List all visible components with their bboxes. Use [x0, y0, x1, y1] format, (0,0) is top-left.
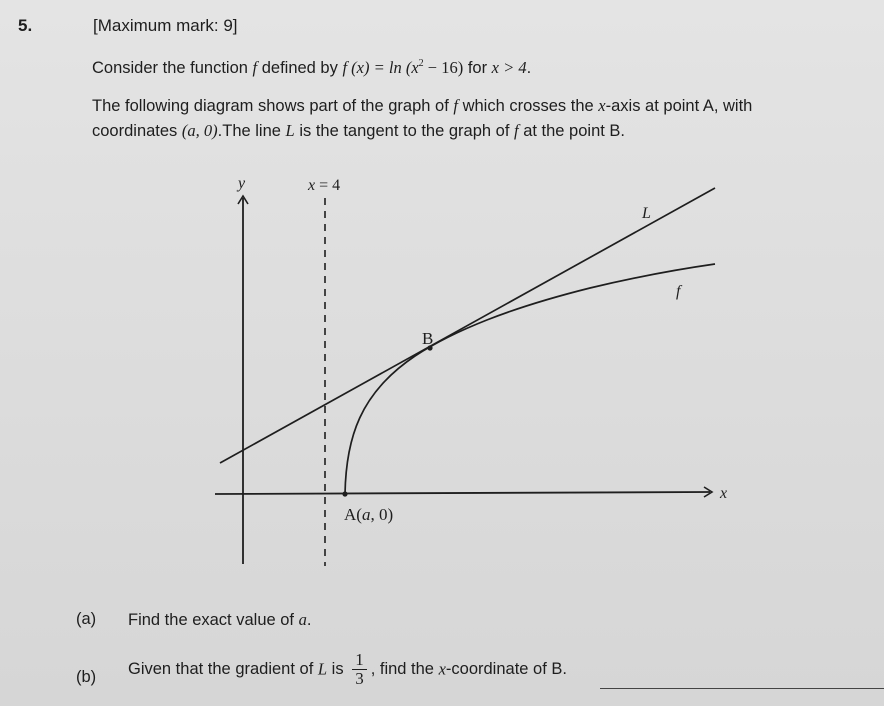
- intro-text: .The line: [217, 122, 281, 140]
- intro-text: for: [467, 59, 488, 77]
- intro-text: defined by: [261, 59, 338, 77]
- intro-line-2: [92, 96, 752, 116]
- intro-text: -axis at point A, with: [605, 97, 753, 115]
- part-b-text: Given that the gradient of L is $\frac{1}{3}$ , find the x-coordinate of B.: [128, 650, 567, 688]
- function-curve-label: f: [676, 283, 681, 300]
- intro-text: coordinates: [92, 122, 178, 140]
- gradient-fraction: $\frac{1}{3}$: [352, 651, 367, 688]
- domain-condition: x > 4: [491, 58, 527, 77]
- function-curve: [345, 264, 715, 494]
- intro-text: Consider the function: [92, 59, 248, 77]
- function-name: f: [252, 58, 258, 77]
- tangent-line-label: L: [642, 205, 651, 222]
- x-axis: [215, 492, 710, 494]
- part-a-text: Find the exact value of a.: [128, 610, 312, 629]
- point-a: [342, 491, 347, 496]
- bottom-rule: [600, 688, 884, 689]
- function-definition: f $(x) = \ln (x^2 - 16)$: [342, 58, 464, 77]
- part-b-label: (b): [76, 668, 97, 686]
- x-axis-label: x: [720, 485, 728, 502]
- question-number: 5.: [18, 16, 33, 35]
- asymptote-label: x = 4: [308, 177, 341, 194]
- intro-text: which crosses the: [462, 97, 594, 115]
- intro-text: The following diagram shows part of the graph of: [92, 97, 449, 115]
- intro-text: at the point B.: [523, 122, 626, 140]
- graph-diagram: [210, 168, 730, 568]
- x-variable: x: [598, 96, 606, 115]
- y-axis-label: y: [238, 175, 246, 192]
- part-a-label: (a): [76, 610, 97, 628]
- intro-text: is the tangent to the graph of: [299, 122, 510, 140]
- intro-line-3: [92, 121, 625, 141]
- line-name: L: [285, 121, 295, 140]
- function-name: f: [453, 96, 458, 115]
- point-b-label: B: [422, 329, 434, 348]
- intro-line-1: Consider the function f defined by f $(x) = \ln (x^2 - 16)$ for x > 4.: [92, 58, 532, 77]
- function-name: f: [514, 121, 519, 140]
- point-a-label: A(a, 0): [344, 505, 394, 524]
- point-a-coordinates: (a, 0): [181, 121, 218, 140]
- tangent-line: [220, 188, 715, 463]
- maximum-mark: [Maximum mark: 9]: [93, 16, 238, 35]
